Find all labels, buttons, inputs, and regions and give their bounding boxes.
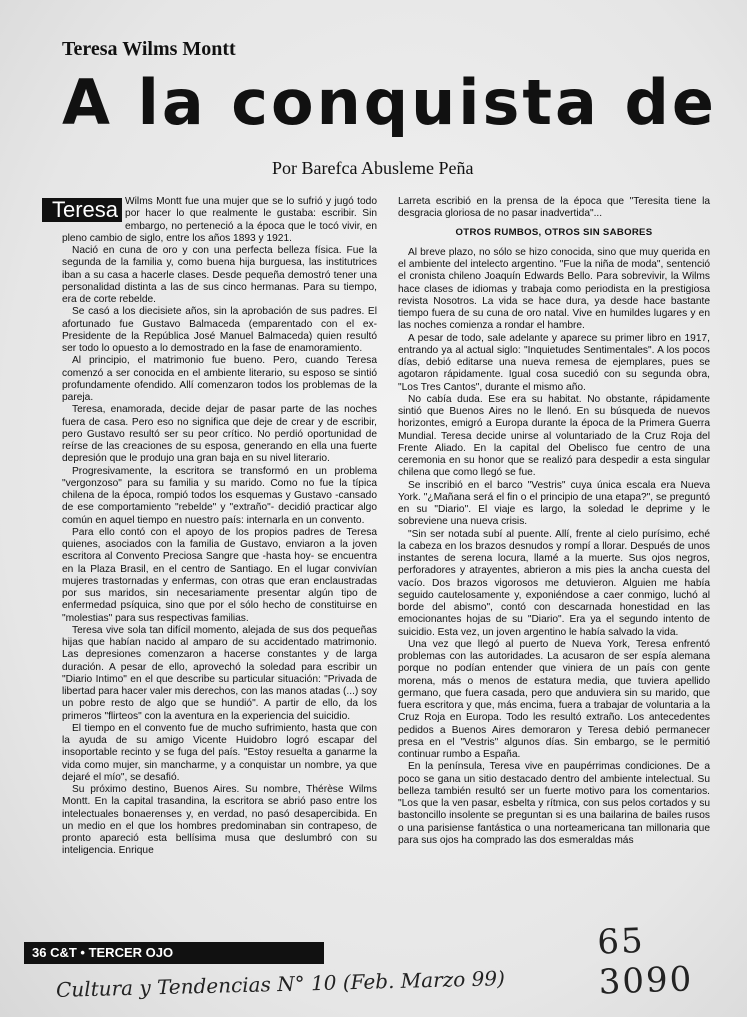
right-intro: Larreta escribió en la prensa de la época que "Teresita tiene la desgracia gloriosa de no pasar inadvertida"... xyxy=(398,196,710,220)
article-title: A la conquista de xyxy=(62,66,717,139)
left-paragraph-1 xyxy=(52,196,377,245)
left-paragraph: Al principio, el matrimonio fue bueno. Pero, cuando Teresa comenzó a ser conocida en el ambiente literario, su esposo se sintió profundamente ofendido. Allí comenzaron todos los problemas de la pareja. xyxy=(62,355,377,403)
right-paragraph: Se inscribió en el barco "Vestris" cuya única escala era Nueva York. "¿Mañana será el fin o el principio de una etapa?", se preguntó en su "Diario". El viaje es largo, la soledad le deprime y le sobreviene una nueva crisis. xyxy=(398,479,710,528)
handwritten-number: 65 3090 xyxy=(596,920,694,1003)
left-paragraph: El tiempo en el convento fue de mucho sufrimiento, hasta que con la ayuda de su amigo Vicente Huidobro logró escapar del insoportable recinto y se fuga del país. "Estoy resuelta a ganarme la vida como mujer, sin mancharme, y a conquistar un nombre, ya que dejaré el mío", se desafió. xyxy=(62,722,377,783)
left-paragraph: Nació en cuna de oro y con una perfecta belleza física. Fue la segunda de la familia y, como buena hija burguesa, las institutrices iban a su casa a hacerle clases. Desde pequeña demostró tener una personalidad distinta a las de sus cinco hermanas. Para su tiempo, era de corte rebelde. xyxy=(62,245,377,305)
left-paragraph-1-text: Wilms Montt fue una mujer que se lo sufrió y jugó todo por hacer lo que realmente le gustaba: escribir. Sin embargo, no perteneció a la época que le tocó vivir, en pleno cambio de siglo, entre los años 1893 y 1921. xyxy=(62,196,377,244)
right-paragraph: "Sin ser notada subí al puente. Allí, frente al cielo purísimo, eché la cabeza en los brazos desnudos y rompí a llorar. Después de unos instantes de serena locura, llamé a la muerte. Sus ojos negros, perforadores y atrayentes, abrieron a mis pies la ancha cuesta del vacío. Dos brazos vigorosos me detuvieron. Alguien me había seguido cautelosamente y, exponiéndose a caer conmigo, luchó al borde del abismo", contó con descarnada honestidad en las emocionantes hojas de su "Diario". Era ya el segundo intento de suicidio. Esta vez, un joven argentino le había salvado la vida. xyxy=(398,528,710,638)
page-footer-label: 36 C&T • TERCER OJO xyxy=(24,942,324,964)
section-heading: OTROS RUMBOS, OTROS SIN SABORES xyxy=(455,226,653,238)
left-paragraph: Para ello contó con el apoyo de los propios padres de Teresa quienes, asociados con la familia de Gustavo, enviaron a la joven escritora al Convento Preciosa Sangre que -hasta hoy- se encuentra en la Plaza Brasil, en el centro de Santiago. En el lugar convivían mujeres trastornadas y enfermas, con otras que eran enclaustradas por sus maridos, sin necesariamente presentar algún tipo de enfermedad psíquica, sino que por el sólo hecho de constituirse en "molestias" para sus respectivas familias. xyxy=(62,526,377,624)
handwritten-note: Cultura y Tendencias N° 10 (Feb. Marzo 99) xyxy=(55,966,506,1002)
left-paragraph: Teresa, enamorada, decide dejar de pasar parte de las noches fuera de casa. Pero eso no significa que deje de crear y de escribir, pero Gustavo resultó ser su peor crítico. No perdió oportunidad de reírse de las creaciones de su esposa, generando en ella una fuerte depresión que le produjo una gran baja en su nivel literario. xyxy=(62,404,377,465)
left-paragraph: Se casó a los diecisiete años, sin la aprobación de sus padres. El afortunado fue Gustavo Balmaceda (emparentado con el ex-Presidente de la República José Manuel Balmaceda) quien resultó ser todo lo opuesto a lo demostrado en la fase de enamoramiento. xyxy=(62,306,377,354)
right-paragraph: En la península, Teresa vive en paupérrimas condiciones. De a poco se gana un sitio destacado dentro del ambiente intelectual. Su belleza también resultó ser un fuerte motivo para los comentarios. "Los que la ven pasar, esbelta y rítmica, con sus pelos cortados y su bastoncillo insolente se preguntan si es una bailarina de bailes rusos o una parisiense fantástica o una norteamericana tan millonaria que para sus ojos ha comprado las dos esmeraldas más xyxy=(398,761,710,846)
right-paragraph: Al breve plazo, no sólo se hizo conocida, sino que muy querida en el ambiente del intelecto argentino. "Fue la niña de moda", sentenció el cronista chileno Joaquín Edwards Bello. Para sobrevivir, la Wilms hace clases de idiomas y trabaja como periodista en la prestigiosa revista Nosotros. La vida se hace dura, ya desde hace bastante tiempo fuera de su cuna de oro natal. Vive en humildes lugares y en las noches comienza a rondar el hambre. xyxy=(398,246,710,332)
drop-word: Teresa xyxy=(42,198,122,222)
right-column xyxy=(398,196,710,847)
right-paragraph: A pesar de todo, sale adelante y aparece su primer libro en 1917, entrando ya al actual siglo: "Inquietudes Sentimentales". A los pocos días, debió editarse una nueva remesa de ejemplares, pues se agotaron rápidamente. Igual cosa sucedió con su segunda obra, "Los Tres Cantos", durante el mismo año. xyxy=(398,332,710,393)
right-paragraph: Una vez que llegó al puerto de Nueva York, Teresa enfrentó problemas con las autoridades. La acusaron de ser espía alemana porque no podían entender que viniera de un país con gente morena, más o menos de estatura media, que tuviera apellido germano, que fuera casada, pero que anduviera sin su marido, que fuera escritora y que, más encima, fuera a trabajar de voluntaria a la Cruz Roja en Europa. Todo les resultó extraño. Los antecedentes pedidos a Buenos Aires demoraron y Teresa debió permanecer presa en el "Vestris" algunos días. Sin embargo, se le permitió continuar rumbo a España. xyxy=(398,638,710,760)
left-column xyxy=(52,196,377,858)
left-paragraph: Su próximo destino, Buenos Aires. Su nombre, Thérèse Wilms Montt. En la capital trasandina, la escritora se abrió paso entre los intelectuales bonaerenses y, en verdad, no pasó desapercibida. En un medio en el que los hombres predominaban sin contrapeso, de pronto apareció esta bellísima musa que deslumbró con su inteligencia. Enrique xyxy=(62,784,377,857)
right-paragraph: No cabía duda. Ese era su habitat. No obstante, rápidamente sintió que Buenos Aires no le llenó. En su búsqueda de nuevos horizontes, emigró a Europa durante la época de la Primera Guerra Mundial. Teresa decide unirse al voluntariado de la Cruz Roja del Frente Aliado. En la capital del Obelisco fue centro de una ceremonia en su honor que se realizó para despedir a esta singular chilena que como llegó se fue. xyxy=(398,393,710,479)
article-author-heading: Teresa Wilms Montt xyxy=(62,38,236,60)
left-paragraph: Progresivamente, la escritora se transformó en un problema "vergonzoso" para su familia y su marido. Como no fue la típica chilena de la época, rompió todos los esquemas y Gustavo -cansado de ese comportamiento "rebelde" y "extraño"- decidió practicar algo común en aquel tiempo en nuestro país: internarla en un convento. xyxy=(62,465,377,526)
left-paragraph: Teresa vive sola tan difícil momento, alejada de sus dos pequeñas hijas que habían nacido al amparo de su accidentado matrimonio. Las depresiones comenzaron a hacerse constantes y de larga duración. A pesar de ello, aprovechó la soledad para escribir un "Diario Intimo" en el que describe su particular situación: "Privada de libertad para hacer valer mis derechos, con las manos atadas (...) soy un pobre resto de algo que se hundió". A partir de ello, da los primeros "flirteos" con la aventura en la experiencia del suicidio. xyxy=(62,624,377,722)
article-byline: Por Barefca Abusleme Peña xyxy=(272,158,474,178)
